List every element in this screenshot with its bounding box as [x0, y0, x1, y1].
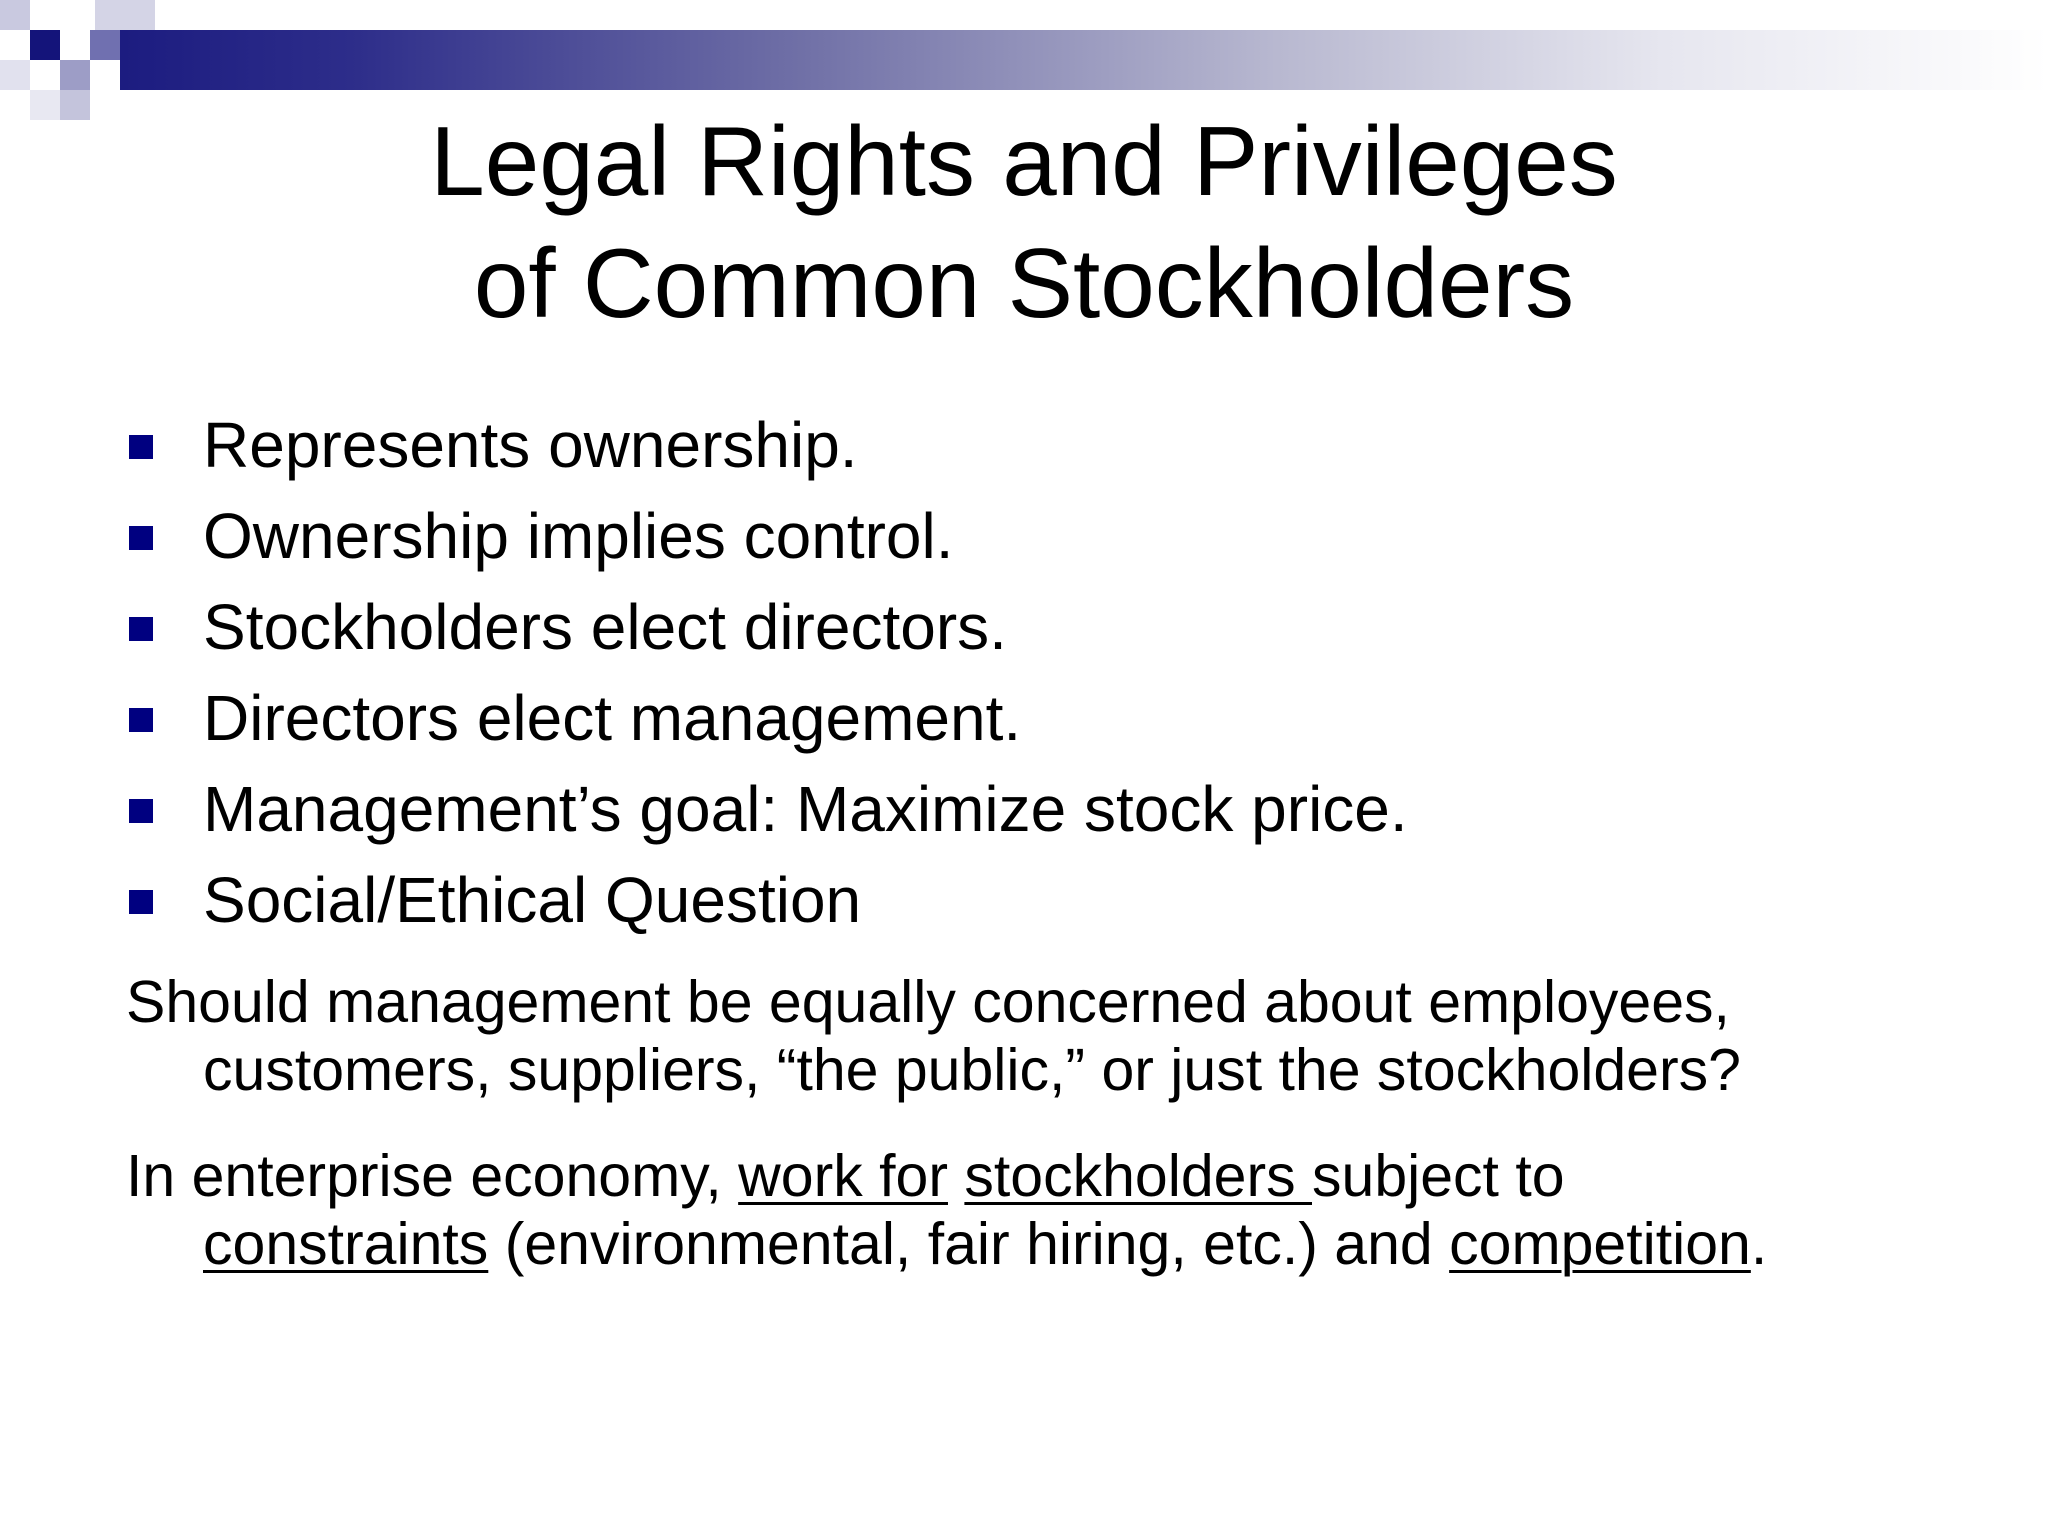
- header-square-decoration: [60, 60, 90, 90]
- header-square-decoration: [95, 0, 155, 30]
- bullet-item: [126, 855, 1408, 946]
- bullet-item: [126, 764, 1408, 855]
- slide-title-line1: Legal Rights and Privileges: [430, 106, 1618, 216]
- answer-space: [948, 1143, 964, 1209]
- answer-period: .: [1750, 1211, 1768, 1277]
- bullet-text: Ownership implies control.: [203, 500, 954, 572]
- bullet-text: Stockholders elect directors.: [203, 591, 1007, 663]
- underlined-work-for: work for: [738, 1143, 948, 1209]
- square-bullet-icon: [129, 890, 153, 914]
- header-square-decoration: [30, 30, 60, 60]
- question-line2: customers, suppliers, “the public,” or just the stockholders?: [203, 1037, 1741, 1103]
- underlined-constraints: constraints: [203, 1211, 489, 1277]
- ethical-question-paragraph: [126, 968, 2026, 1104]
- slide-title-line2: of Common Stockholders: [473, 228, 1575, 338]
- bullet-text: Social/Ethical Question: [203, 864, 862, 936]
- header-square-decoration: [90, 30, 120, 60]
- bullet-text: Represents ownership.: [203, 409, 858, 481]
- slide-title: [0, 100, 2048, 344]
- bullet-item: [126, 673, 1408, 764]
- enterprise-economy-paragraph: [126, 1142, 2026, 1278]
- header-gradient-bar: [120, 30, 2048, 90]
- bullet-list: [126, 400, 1408, 946]
- underlined-stockholders: stockholders: [964, 1143, 1312, 1209]
- header-square-decoration: [0, 60, 30, 90]
- bullet-item: [126, 582, 1408, 673]
- bullet-text: Management’s goal: Maximize stock price.: [203, 773, 1408, 845]
- square-bullet-icon: [129, 435, 153, 459]
- question-line1: Should management be equally concerned about employees,: [126, 969, 1730, 1035]
- underlined-competition: competition: [1449, 1211, 1751, 1277]
- bullet-item: [126, 400, 1408, 491]
- answer-text: subject to: [1312, 1143, 1565, 1209]
- header-square-decoration: [0, 0, 30, 30]
- answer-line2: [126, 1210, 2026, 1278]
- square-bullet-icon: [129, 526, 153, 550]
- square-bullet-icon: [129, 799, 153, 823]
- bullet-text: Directors elect management.: [203, 682, 1022, 754]
- bullet-item: [126, 491, 1408, 582]
- square-bullet-icon: [129, 617, 153, 641]
- answer-text: (environmental, fair hiring, etc.) and: [488, 1211, 1450, 1277]
- square-bullet-icon: [129, 708, 153, 732]
- answer-text: In enterprise economy,: [126, 1143, 739, 1209]
